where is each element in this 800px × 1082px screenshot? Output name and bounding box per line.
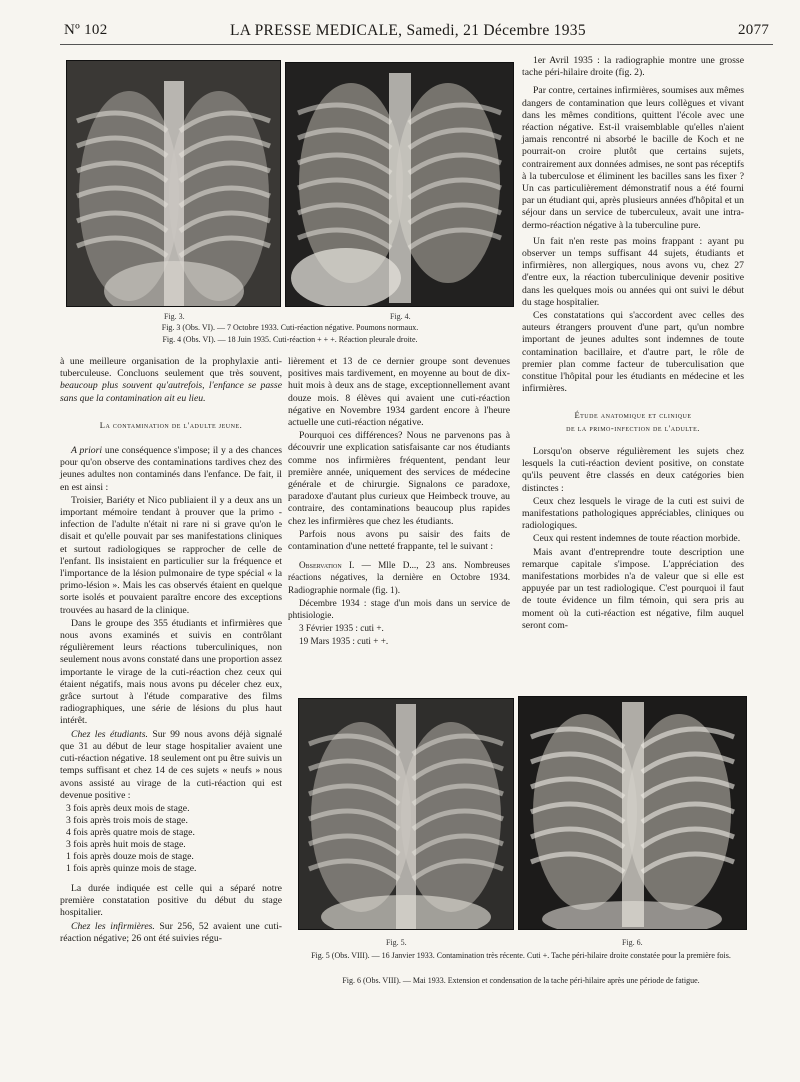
list-item: 3 fois après trois mois de stage.: [66, 814, 188, 826]
fig6-caption: Fig. 6 (Obs. VIII). — Mai 1933. Extension et condensation de la tache péri-hilaire après une période de fatigue.: [342, 976, 700, 985]
col1-para-1: à une meilleure organisation de la prophylaxie anti-tuberculeuse. Concluons seulement que très souvent, beaucoup plus souvent qu'autrefois, l'enfance se passe sans que la contamination ait eu lieu.: [60, 356, 282, 404]
column-3: [522, 55, 744, 633]
section-heading-etude: Étude anatomique et clinique: [574, 410, 692, 421]
col3-para-8: Mais avant d'entreprendre toute description une remarque capitale s'impose. L'appréciation des manifestations morbides n'a de valeur que si elle est appuyée par un test radiologique. C'est pourquoi il faut de toute évidence un film témoin, qui sera pris au moment où la cuti-réaction est négative, film auquel seront com-: [522, 546, 744, 631]
column-1: [60, 356, 282, 946]
col3-para-1: 1er Avril 1935 : la radiographie montre une grosse tache péri-hilaire droite (fig. 2).: [522, 55, 744, 79]
page-number: 2077: [738, 22, 770, 38]
list-item: 3 fois après huit mois de stage.: [66, 838, 186, 850]
xray-fig4: [285, 62, 514, 307]
col1-para-6: La durée indiquée est celle qui a séparé notre première constatation positive du début du stage hospitalier.: [60, 882, 282, 919]
col1-para-5: Chez les étudiants. Sur 99 nous avons déjà signalé que 31 au début de leur stage hospitalier avaient une cuti-réaction négative. 18 seulement ont pu être suivis un temps suffisant et chez 14 de ces sujets « neufs » nous avons assisté au virage de la cuti-réaction qui est devenue positive :: [60, 728, 283, 801]
header-rule: [60, 44, 773, 45]
observation-1-line-2: Décembre 1934 : stage d'un mois dans un service de phtisiologie.: [288, 597, 510, 621]
col3-para-4: Ces constatations qui s'accordent avec celles des auteurs étrangers prouvent d'une part, qu'un nombre important de jeunes adultes sont indemnes de toute contamination bacillaire, et d'autre part, le rôle de premier plan comme facteur de tuberculisation que constitue l'hôpital pour les étudiants en médecine et les infirmières.: [522, 310, 744, 395]
fig4-label: Fig. 4.: [390, 312, 411, 321]
xray-fig3: [66, 60, 281, 307]
observation-1-line-4: 19 Mars 1935 : cuti + +.: [299, 636, 389, 647]
fig3-caption: Fig. 3 (Obs. VI). — 7 Octobre 1933. Cuti-réaction négative. Poumons normaux.: [161, 323, 419, 332]
fig4-caption: Fig. 4 (Obs. VI). — 18 Juin 1935. Cuti-réaction + + +. Réaction pleurale droite.: [162, 335, 418, 344]
section-heading-etude-2: de la primo-infection de l'adulte.: [566, 422, 700, 433]
col1-para-7: Chez les infirmières. Sur 256, 52 avaient une cuti-réaction négative; 26 ont été suivies régu-: [60, 920, 283, 944]
col3-para-6: Ceux chez lesquels le virage de la cuti est suivi de manifestations pathologiques appréciables, cliniques ou radiologiques.: [522, 495, 744, 532]
col2-para-3: Parfois nous avons pu saisir des faits de contamination d'une netteté frappante, tel le suivant :: [288, 528, 510, 553]
col3-para-5: Lorsqu'on observe régulièrement les sujets chez lesquels la cuti-réaction devient positive, on constate qu'ils peuvent être classés en deux catégories bien distinctes :: [522, 445, 744, 494]
col2-para-1: lièrement et 13 de ce dernier groupe sont devenues positives mais tardivement, en moyenne au bout de dix-huit mois à deux ans de stage, exceptionnellement avant douze mois. 8 élèves qui avaient une cuti-réaction négative en Novembre 1934 gardent encore à l'heure actuelle une cuti-réaction négative.: [288, 356, 510, 429]
col3-para-2: Par contre, certaines infirmières, soumises aux mêmes dangers de contamination que leurs collègues et vivant dans les mêmes conditions, quittent l'école avec une réaction négative. Est-il vraisemblable qu'elles n'aient jamais rencontré ni absorbé le bacille de Koch et ne pourrait-on croire plutôt que certains sujets, contrairement aux données admises, ne sont pas réceptifs à la tuberculose et éliminent les bacilles sans les fixer ? Un cas particulièrement démonstratif nous a été fourni par un étudiant qui, après plusieurs années d'hôpital et un séjour dans un service de tuberculeux, avait une intra-dermo-réaction négative à la tuberculine pure.: [522, 85, 744, 231]
page-header: [0, 0, 800, 50]
fig5-label: Fig. 5.: [386, 938, 407, 947]
col1-para-4: Dans le groupe des 355 étudiants et infirmières que nous avons examinés et suivis en contrôlant régulièrement leurs réactions tuberculiniques, non seulement nous avons constaté dans une proportion assez importante le virage de la cuti-réaction chez ceux qui étaient négatifs, mais nous avons pu déceler chez eux, grâce surtout à l'étude comparative des films radiographiques, une série de lésions du plus haut intérêt.: [60, 617, 282, 727]
xray-fig6: [518, 696, 747, 930]
col1-para-3: Troisier, Bariéty et Nico publiaient il y a deux ans un important mémoire tendant à prouver que la primo - infection de l'adulte n'était ni rare ni si grave qu'on le disait et qu'elle pouvait par ses manifestations cliniques et surtout radiologiques se rapprocher de celle de l'enfant. Ils insistaient en particulier sur la fréquence et l'importance de la lésion pulmonaire de type spécial « la primo-lésion ». Mais les cas observés étaient en quelque sorte isolés et pouvaient paraître encore des exceptions trouvées au hasard de la clinique.: [60, 494, 282, 616]
col3-para-3: Un fait n'en reste pas moins frappant : ayant pu observer un temps suffisant 44 sujets, étudiants et infirmières, non allergiques, nous avons vu, chez 27 d'entre eux, la réaction tuberculinique devenir positive dans les quelques mois ou années qui ont suivi le début du stage hospitalier.: [522, 235, 744, 308]
fig3-label: Fig. 3.: [164, 312, 185, 321]
col2-para-2: Pourquoi ces différences? Nous ne parvenons pas à découvrir une explication satisfaisante car nos étudiants comme nos infirmières fréquentent, pendant leur première année, uniquement des services de médecine générale et de chirurgie. Signalons ce paradoxe, paradoxe d'autant plus curieux que Heimbeck trouve, au contraire, des contaminations beaucoup plus rapides chez les infirmières que chez les étudiants.: [288, 430, 510, 527]
list-item: 4 fois après quatre mois de stage.: [66, 826, 195, 838]
stage-list: [60, 803, 282, 875]
list-item: 1 fois après douze mois de stage.: [66, 850, 194, 862]
journal-title: LA PRESSE MEDICALE, Samedi, 21 Décembre 1935: [230, 22, 586, 39]
col3-para-7: Ceux qui restent indemnes de toute réaction morbide.: [533, 533, 741, 545]
column-2: [288, 356, 510, 649]
issue-number: Nº 102: [64, 22, 108, 38]
section-heading-contamination: La contamination de l'adulte jeune.: [99, 419, 243, 430]
xray-fig5: [298, 698, 514, 930]
list-item: 1 fois après quinze mois de stage.: [66, 862, 197, 874]
list-item: 3 fois après deux mois de stage.: [66, 802, 190, 814]
fig5-caption: Fig. 5 (Obs. VIII). — 16 Janvier 1933. Contamination très récente. Cuti +. Tache péri-hilaire droite constatée pour la première fois.: [311, 951, 731, 960]
observation-1-line-3: 3 Février 1935 : cuti +.: [299, 623, 384, 634]
fig6-label: Fig. 6.: [622, 938, 643, 947]
observation-1: Observation I. — Mlle D..., 23 ans. Nombreuses réactions négatives, la dernière en Octobre 1934. Radiographie normale (fig. 1).: [288, 560, 510, 595]
col1-para-2: A priori une conséquence s'impose; il y a des chances pour qu'on observe des contaminations tardives chez des jeunes adultes non contaminés dans l'enfance. De fait, il en est ainsi :: [60, 445, 282, 493]
